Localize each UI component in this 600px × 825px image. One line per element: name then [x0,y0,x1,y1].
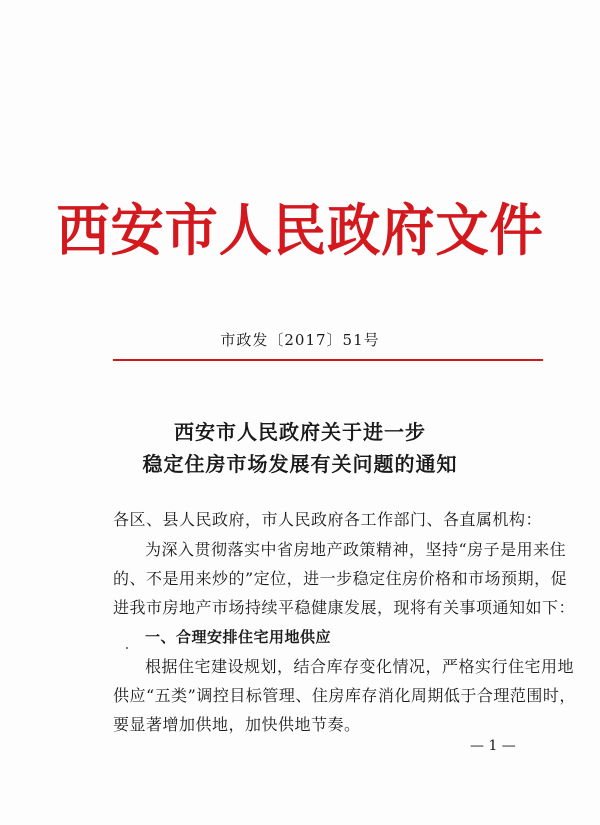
document-number: 市政发〔2017〕51号 [220,331,380,349]
red-divider-line [113,359,543,361]
scan-speck [126,647,128,649]
notice-title-line-1: 西安市人民政府关于进一步 [174,420,426,444]
notice-title-line-2: 稳定住房市场发展有关问题的通知 [142,452,458,476]
page-number: — 1 — [470,738,516,754]
paragraph-2-line-1: 根据住宅建设规划，结合库存变化情况，严格实行住宅用地 [145,657,575,676]
paragraph-2-line-3: 要显著增加供地，加快供地节奏。 [113,715,361,734]
paragraph-1-line-1: 为深入贯彻落实中省房地产政策精神，坚持“房子是用来住 [145,540,567,559]
paragraph-1-line-3: 进我市房地产市场持续平稳健康发展，现将有关事项通知如下： [113,598,576,617]
addressee-line: 各区、县人民政府，市人民政府各工作部门、各直属机构： [113,510,543,529]
document-header-title: 西安市人民政府文件 [56,198,544,264]
section-1-heading: 一、合理安排住宅用地供应 [145,628,332,646]
paragraph-1-line-2: 的、不是用来炒的”定位，进一步稳定住房价格和市场预期，促 [113,569,568,588]
paragraph-2-line-2: 供应“五类”调控目标管理、住房库存消化周期低于合理范围时， [113,686,576,705]
